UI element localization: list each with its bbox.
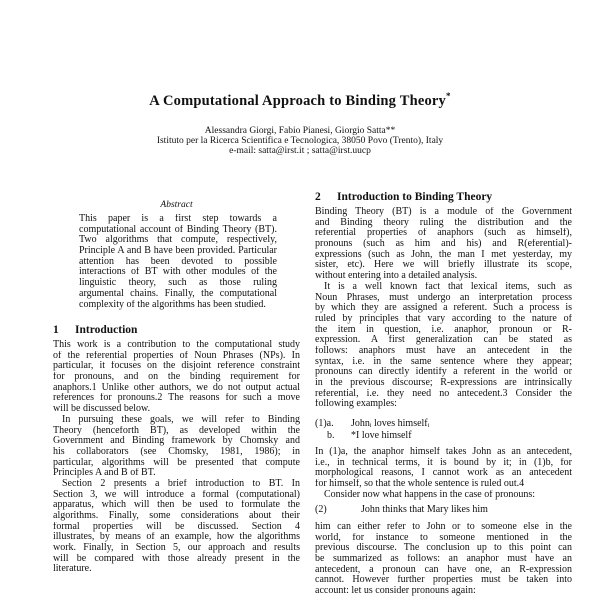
text-line: cannot. However further properties must be taken into [315, 575, 572, 586]
text-line: attention has been devoted to possible [79, 256, 277, 267]
text-line: expressions (such as John, the man I met yesterday, my [315, 249, 572, 260]
example-text: *I love himself [351, 430, 412, 441]
example-label: (2) [315, 504, 327, 515]
text-line: Section 3, we will introduce a formal (computational) [53, 489, 300, 500]
text-line: by which they are assigned a referent. Such a process is [315, 303, 572, 314]
text-line: be summarized as follows: an anaphor must have an [315, 554, 572, 565]
text-line: argumental chains. Finally, the computational [79, 288, 277, 299]
text-line: literature. [53, 564, 92, 575]
text-line: algorithms. Finally, some considerations about their [53, 511, 300, 521]
text-line: formal properties will be discussed. Section 4 [53, 521, 300, 532]
text-line: anaphors.1 Unlike other authors, we do not output actual [53, 382, 300, 393]
text-line: without entering into a detailed analysis. [315, 271, 478, 282]
text-line: particular, it focuses on the disjoint reference constraint [53, 361, 300, 372]
section-1-heading [53, 324, 137, 336]
email: e-mail: satta@irst.it ; satta@irst.uucp [229, 146, 371, 156]
example-1 [315, 418, 429, 442]
text-line: Government and Binding framework by Chomsky and [53, 436, 300, 447]
authors: Alessandra Giorgi, Fabio Pianesi, Giorgio Satta** [204, 126, 396, 136]
section-title: Introduction [75, 324, 138, 336]
text-line: interactions of BT with other modules of the [79, 267, 277, 278]
text-line: It is a well known fact that lexical items, such as [324, 281, 572, 292]
text-line: In pursuing these goals, we will refer to Binding [62, 414, 300, 425]
text-line: apparatus, which will then be used to formulate the [53, 500, 300, 511]
section-1-body [53, 340, 300, 575]
text-line: ruled by principles that vary according to the nature of [315, 313, 572, 324]
example-2 [315, 504, 488, 516]
text-line: his collaborators (see Chomsky, 1981, 1986); in [53, 446, 300, 457]
text-line: Theory (henceforth BT), as developed within the [53, 425, 300, 436]
example-label: (1)a. [315, 418, 334, 429]
section-title: Introduction to Binding Theory [337, 191, 493, 203]
text-line: pronouns (such as him and his) and R(eferential)- [315, 239, 572, 250]
example-text: John thinks that Mary likes him [361, 504, 488, 515]
example-text: Johnᵢ loves himselfᵢ [351, 418, 430, 429]
text-line: Binding Theory (BT) is a module of the Government [315, 207, 572, 217]
text-line: of the referential properties of Noun Phrases (NPs). In [53, 350, 300, 361]
text-line: Two algorithms that compute, respectively, [79, 235, 277, 246]
text-line: complexity of the algorithms has been studied. [79, 299, 266, 310]
text-line: Consider now what happens in the case of pronouns: [324, 489, 536, 500]
text-line: and Binding theory ruling the distribution and the [315, 217, 572, 228]
text-line: in the previous discourse; R-expressions are intrinsically [315, 378, 572, 388]
text-line: antecedent, a pronoun can have one, an R-expression [315, 564, 572, 575]
text-line: previous discourse. The conclusion up to this point can [315, 543, 572, 554]
text-line: sister, etc). Here we will briefly illustrate its scope, [315, 260, 572, 271]
text-line: the item in question, i.e. anaphor, pronoun or R- [315, 324, 572, 335]
example-1b [315, 430, 429, 442]
text-line: expression. A first generalization can be stated as [315, 335, 572, 346]
text-line: i.e., in technical terms, it is bound by it; in (1)b, for [315, 457, 572, 468]
section-2-body-c [315, 522, 572, 597]
section-2-heading [315, 191, 492, 203]
text-line: Section 2 presents a brief introduction to BT. In [62, 478, 300, 489]
text-line: will be discussed below. [53, 404, 151, 415]
title-footnote-mark: * [446, 91, 451, 101]
text-line: work. Finally, in Section 5, our approach and results [53, 543, 300, 554]
example-1a [315, 418, 429, 430]
text-line: world, for instance to someone mentioned in the [315, 532, 572, 543]
section-number: 2 [315, 191, 321, 203]
text-line: for pronouns, and on the binding requirement for [53, 372, 300, 383]
text-line: illustrates, by means of an example, how the algorithms [53, 532, 300, 543]
text-line: referential properties of anaphors (such as himself), [315, 228, 572, 239]
section-2-body-b [315, 447, 572, 500]
text-line: follows: anaphors must have an antecedent in the [315, 345, 572, 356]
text-line: This paper is a first step towards a [79, 214, 277, 224]
text-line: Principles A and B of BT. [53, 468, 156, 479]
abstract-heading: Abstract [160, 200, 193, 210]
affiliation: Istituto per la Ricerca Scientifica e Tecnologica, 38050 Povo (Trento), Italy [156, 136, 444, 146]
text-line: This work is a contribution to the computational study [53, 340, 300, 350]
text-line: for himself, so that the whole sentence is ruled out.4 [315, 479, 525, 490]
text-line: account: let us consider pronouns again: [315, 586, 476, 597]
text-line: referential, i.e. they need no antecedent.3 Consider the [315, 388, 572, 399]
title-text: A Computational Approach to Binding Theory [149, 92, 447, 109]
text-line: syntax, i.e. in the same sentence where they appear; [315, 356, 572, 367]
example-label: b. [327, 430, 335, 441]
text-line: linguistic theory, such as those ruling [79, 278, 277, 289]
text-line: particular, algorithms will be presented that compute [53, 457, 300, 468]
text-line: Noun Phrases, must undergo an interpretation process [315, 292, 572, 303]
text-line: In (1)a, the anaphor himself takes John as an antecedent, [315, 447, 572, 457]
text-line: references for pronouns.2 The reasons for such a move [53, 393, 300, 404]
paper-title [0, 91, 600, 110]
text-line: Principle A and B have been provided. Particular [79, 246, 277, 257]
text-line: him can either refer to John or to someone else in the [315, 522, 572, 532]
section-number: 1 [53, 324, 59, 336]
text-line: morphological reasons, I cannot work as an antecedent [315, 468, 572, 479]
section-2-body-a [315, 207, 572, 410]
text-line: will be compared with those already present in the [53, 553, 300, 564]
abstract-body [79, 214, 277, 310]
text-line: following examples: [315, 399, 397, 410]
text-line: pronouns can directly identify a referent in the world or [315, 367, 572, 378]
text-line: computational account of Binding Theory (BT). [79, 224, 277, 235]
